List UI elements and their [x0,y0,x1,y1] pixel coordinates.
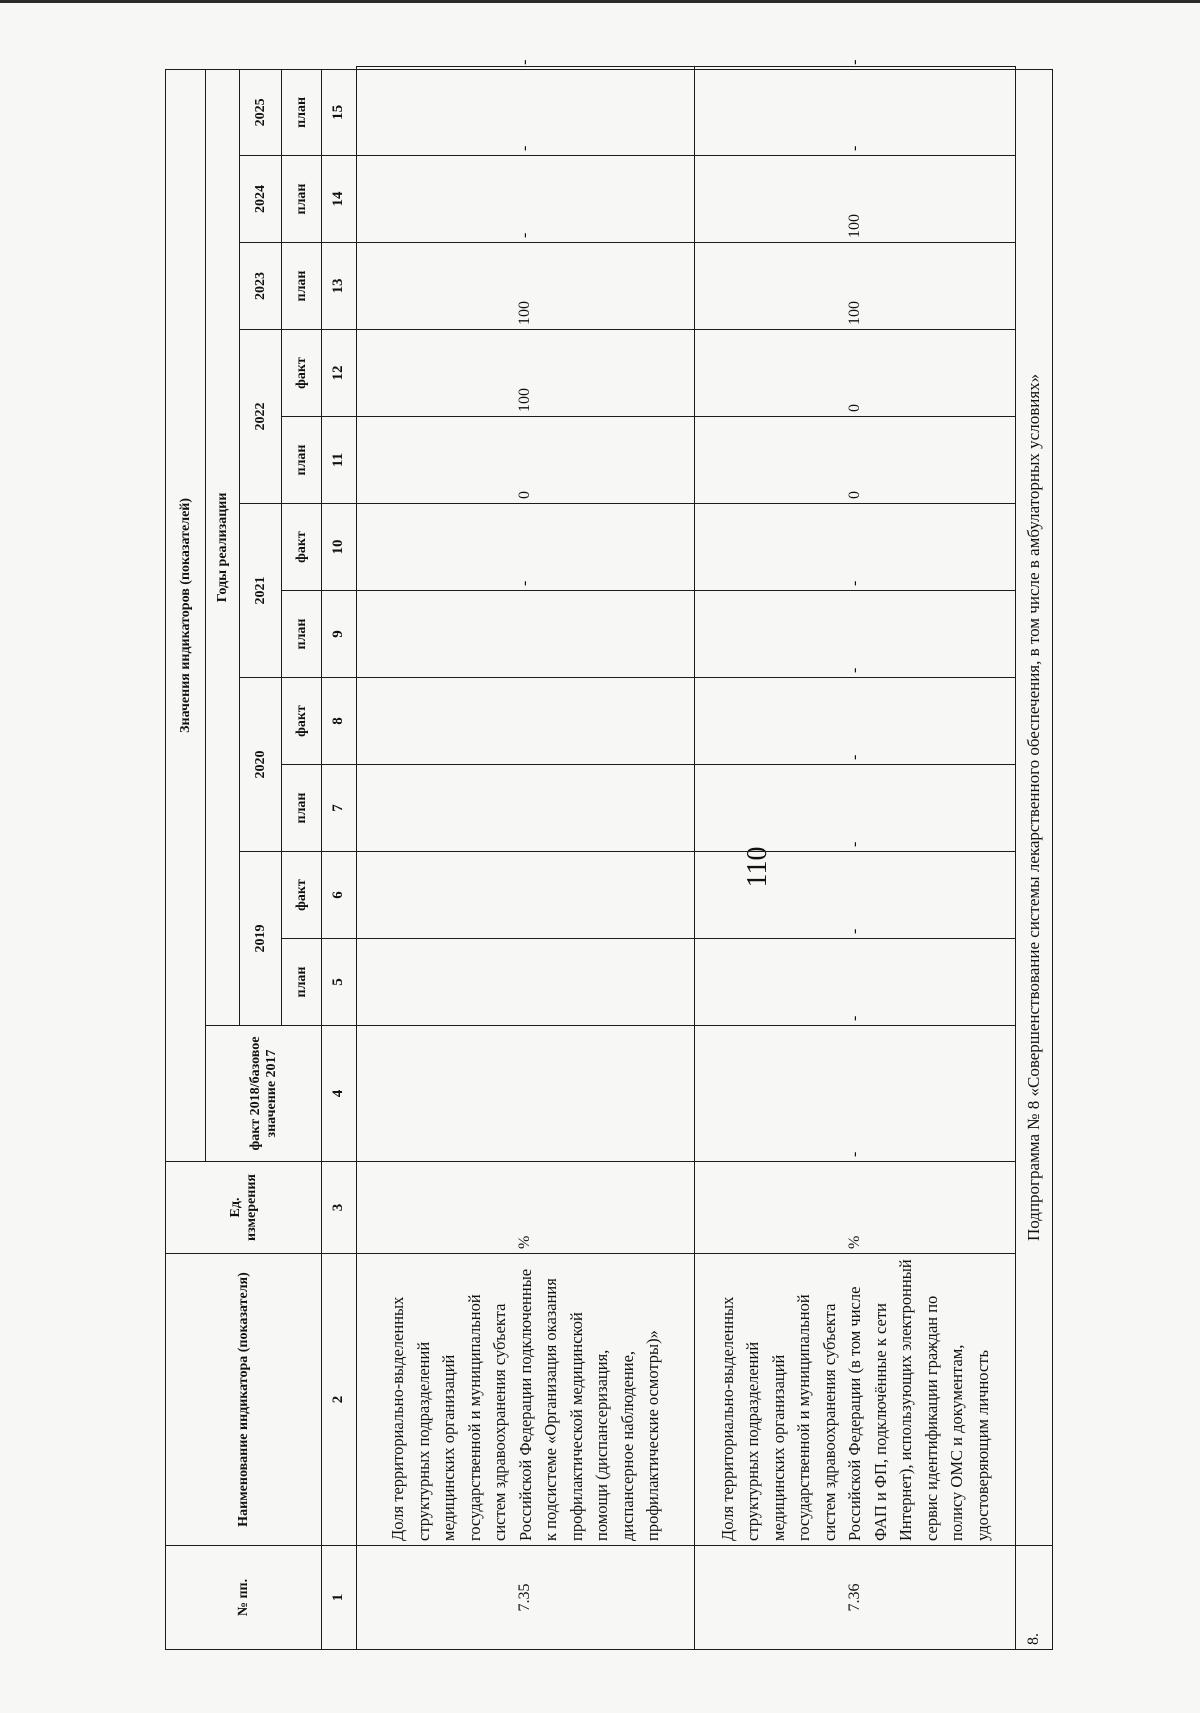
value-cell: - [694,1026,1015,1162]
header-unit: Ед. измерения [166,1162,322,1254]
row-number: 7.36 [694,1546,1015,1650]
column-number: 4 [322,1026,357,1162]
header-num: № пп. [166,1546,322,1650]
value-cell [356,852,694,939]
value-cell: - [694,765,1015,852]
indicator-table [165,59,1053,1650]
column-number: 2 [322,1254,357,1546]
header-year-2021: 2021 [240,504,282,678]
subprogram-row [1015,67,1052,1650]
header-plan: план [282,765,322,852]
table-row [356,67,694,1650]
value-cell [356,765,694,852]
value-cell: - [694,591,1015,678]
subprogram-number: 8. [1015,1546,1052,1650]
indicator-table-rotated [165,59,1053,1650]
subprogram-title: Подпрограмма № 8 «Совершенствование системы лекарственного обеспечения, в том числе в амбулаторных условиях» [1015,69,1052,1545]
header-fact: факт [282,330,322,417]
value-cell: 100 [356,330,694,417]
column-number: 10 [322,504,357,591]
header-plan: план [282,939,322,1026]
unit-cell: % [694,1162,1015,1254]
column-number: 12 [322,330,357,417]
indicator-name: Доля территориально-выделенных структурных подразделений медицинских организаций государственной и муниципальной систем здравоохранения субъекта Российской Федерации подключенные к подсистеме «Организация оказания профилактической медицинской помощи (диспансеризация, диспансерное наблюдение, профилактические осмотры)» [356,1254,694,1546]
column-number: 15 [322,69,357,155]
value-cell: 100 [694,243,1015,330]
header-fact: факт [282,678,322,765]
header-plan: план [282,69,322,155]
value-cell: - [694,852,1015,939]
column-number: 11 [322,417,357,504]
column-number-row [322,67,357,1650]
page-number: 110 [742,846,773,888]
header-year-2020: 2020 [240,678,282,852]
header-year-2025: 2025 [240,69,282,155]
column-number: 1 [322,1546,357,1650]
value-cell [356,591,694,678]
value-cell: 100 [694,156,1015,243]
header-fact: факт [282,504,322,591]
value-cell: - [694,69,1015,155]
header-years-group: Годы реализации [206,69,240,1025]
header-fact: факт [282,852,322,939]
value-cell: - [694,67,1015,70]
header-plan: план [282,591,322,678]
header-year-2019: 2019 [240,852,282,1026]
header-base: факт 2018/базовое значение 2017 [206,1026,322,1162]
top-border-line [0,0,1200,3]
row-number: 7.35 [356,1546,694,1650]
column-number: 8 [322,678,357,765]
value-cell: - [694,504,1015,591]
value-cell: - [694,678,1015,765]
header-plan: план [282,243,322,330]
table-row [694,67,1015,1650]
column-number: 6 [322,852,357,939]
value-cell: - [356,156,694,243]
value-cell: - [694,939,1015,1026]
value-cell: - [356,67,694,70]
header-year-2023: 2023 [240,243,282,330]
column-number: 5 [322,939,357,1026]
header-plan: план [282,417,322,504]
value-cell: - [356,69,694,155]
value-cell: 0 [694,330,1015,417]
value-cell [356,678,694,765]
header-values-group: Значения индикаторов (показателей) [166,69,206,1161]
unit-cell: % [356,1162,694,1254]
value-cell [356,1026,694,1162]
header-year-2022: 2022 [240,330,282,504]
value-cell: 100 [356,243,694,330]
header-year-2024: 2024 [240,156,282,243]
column-number: 9 [322,591,357,678]
value-cell: 0 [694,417,1015,504]
value-cell [356,939,694,1026]
column-number: 3 [322,1162,357,1254]
column-number: 14 [322,156,357,243]
column-number: 13 [322,243,357,330]
value-cell: - [356,504,694,591]
column-number: 7 [322,765,357,852]
value-cell: 0 [356,417,694,504]
header-name: Наименование индикатора (показателя) [166,1254,322,1546]
indicator-name: Доля территориально-выделенных структурных подразделений медицинских организаций государственной и муниципальной систем здравоохранения субъекта Российской Федерации (в том числе ФАП и ФП, подключённые к сети Интернет), использующих электронный сервис идентификации граждан по полису ОМС и документам, удостоверяющим личность [694,1254,1015,1546]
header-plan: план [282,156,322,243]
